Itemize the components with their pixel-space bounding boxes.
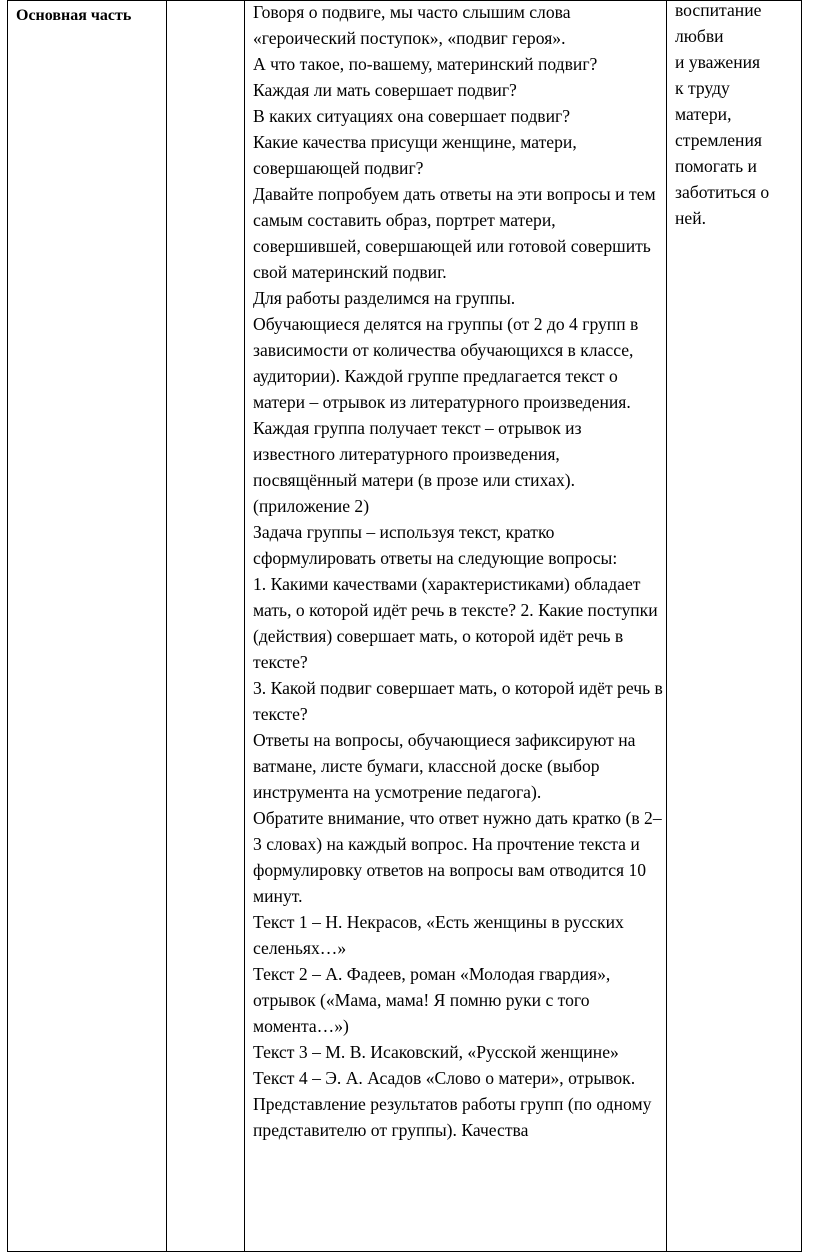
- goal-line: помогать и: [675, 156, 757, 176]
- section-cell: [8, 1, 167, 1252]
- paragraph: Текст 1 – Н. Некрасов, «Есть женщины в русских селеньях…»: [253, 912, 624, 958]
- paragraph: Говоря о подвиге, мы часто слышим слова «героический поступок», «подвиг героя».: [253, 2, 571, 48]
- paragraph: Каждая группа получает текст – отрывок из известного литературного произведения, посвящённый матери (в прозе или стихах). (приложение 2): [253, 418, 582, 516]
- lesson-plan-table: [7, 0, 802, 1252]
- goal-line: стремления: [675, 130, 762, 150]
- paragraph: 3. Какой подвиг совершает мать, о которой идёт речь в тексте?: [253, 678, 663, 724]
- paragraph: Задача группы – используя текст, кратко сформулировать ответы на следующие вопросы:: [253, 522, 618, 568]
- paragraph: Для работы разделимся на группы.: [253, 288, 516, 308]
- goal-line: заботиться о: [675, 182, 770, 202]
- section-label: Основная часть: [16, 7, 132, 24]
- table-row: [8, 1, 802, 1252]
- goal-line: любви: [675, 26, 724, 46]
- paragraph: В каких ситуациях она совершает подвиг?: [253, 106, 571, 126]
- goal-line: воспитание: [675, 0, 762, 20]
- goals-text: [667, 0, 801, 231]
- paragraph: Обратите внимание, что ответ нужно дать кратко (в 2–3 словах) на каждый вопрос. На прочтение текста и формулировку ответов на вопросы вам отводится 10 минут.: [253, 808, 662, 906]
- content-text: [245, 0, 666, 1143]
- goal-line: и уважения: [675, 52, 761, 72]
- paragraph: Каждая ли мать совершает подвиг?: [253, 80, 517, 100]
- paragraph: А что такое, по-вашему, материнский подвиг?: [253, 54, 598, 74]
- empty-cell: [167, 1, 245, 1252]
- paragraph: Текст 2 – А. Фадеев, роман «Молодая гвардия», отрывок («Мама, мама! Я помню руки с того момента…»): [253, 964, 611, 1036]
- paragraph: Какие качества присущи женщине, матери, совершающей подвиг?: [253, 132, 577, 178]
- content-cell: [245, 1, 667, 1252]
- paragraph: Давайте попробуем дать ответы на эти вопросы и тем самым составить образ, портрет матери, совершившей, совершающей или готовой совершить свой материнский подвиг.: [253, 184, 656, 282]
- paragraph: Представление результатов работы групп (по одному представителю от группы). Качества: [253, 1094, 652, 1140]
- paragraph: Обучающиеся делятся на группы (от 2 до 4 групп в зависимости от количества обучающихся в классе, аудитории). Каждой группе предлагается текст о матери – отрывок из литературного произведения.: [253, 314, 639, 412]
- goal-line: ней.: [675, 208, 707, 228]
- goals-cell: [667, 1, 802, 1252]
- paragraph: Текст 4 – Э. А. Асадов «Слово о матери», отрывок.: [253, 1068, 636, 1088]
- paragraph: Текст 3 – М. В. Исаковский, «Русской женщине»: [253, 1042, 619, 1062]
- paragraph: Ответы на вопросы, обучающиеся зафиксируют на ватмане, листе бумаги, классной доске (выбор инструмента на усмотрение педагога).: [253, 730, 636, 802]
- paragraph: 1. Какими качествами (характеристиками) обладает мать, о которой идёт речь в тексте? 2. Какие поступки (действия) совершает мать, о которой идёт речь в тексте?: [253, 574, 658, 672]
- goal-line: к труду: [675, 78, 730, 98]
- goal-line: матери,: [675, 104, 732, 124]
